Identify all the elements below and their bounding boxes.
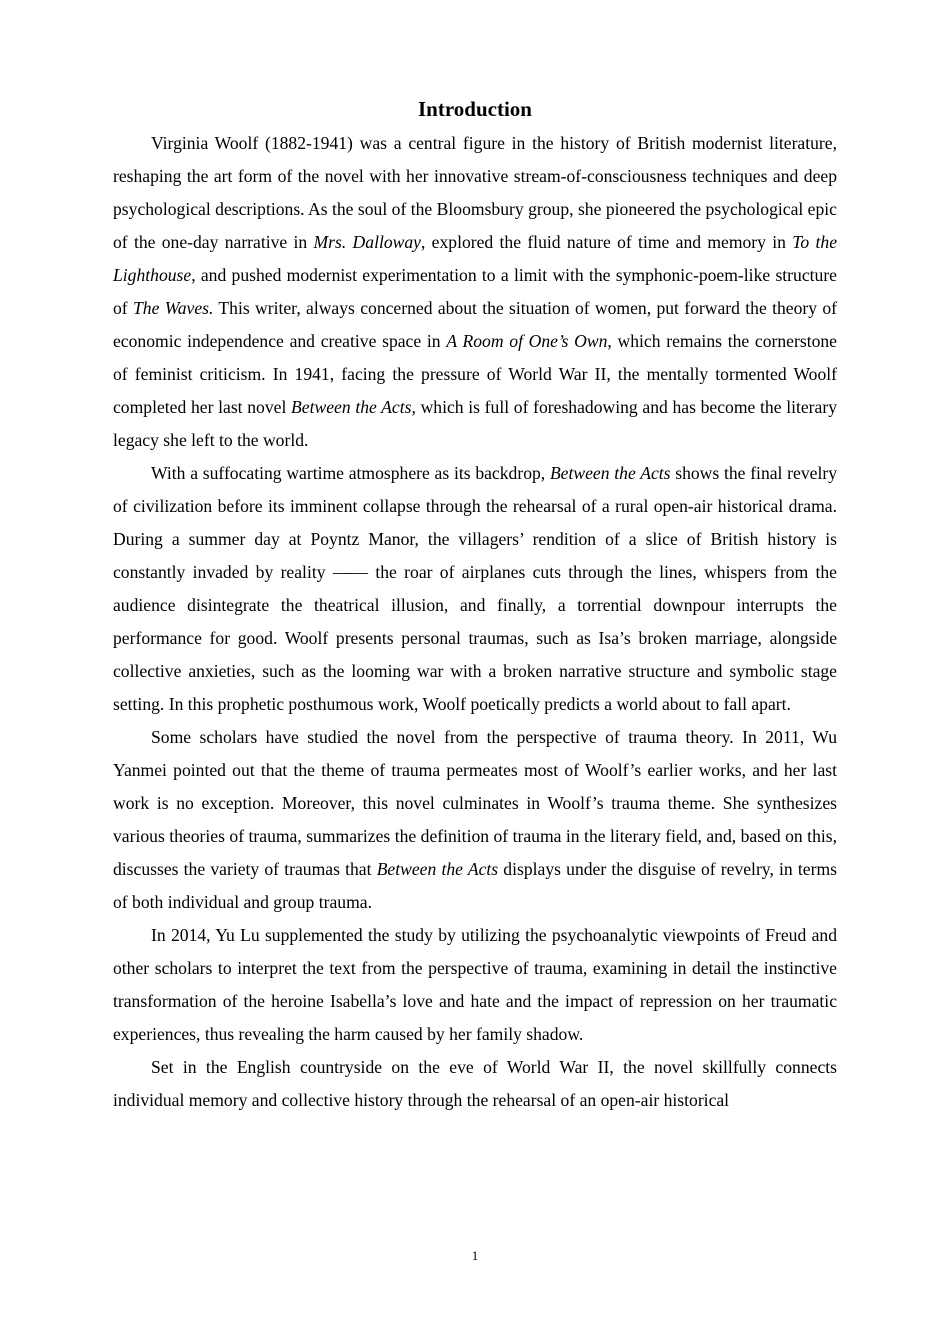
paragraph-text: which is full of foreshadowing and has become the literary legacy she left to the world. bbox=[113, 397, 837, 450]
italic-title-text: Between the Acts bbox=[376, 859, 499, 879]
italic-title-text: The Waves. bbox=[132, 298, 214, 318]
paragraph-text: , explored the fluid nature of time and memory in bbox=[420, 232, 793, 252]
body-text bbox=[113, 127, 837, 1117]
paragraph-text: Some scholars have studied the novel from the perspective of trauma theory. In 2011, Wu Yanmei pointed out that the theme of trauma permeates most of Woolf’s earlier works, and her last work is no exception. Moreover, this novel culminates in Woolf’s trauma theme. She synthesizes various theories of trauma, summarizes the definition of trauma in the literary field, and, based on this, discusses the variety of traumas that bbox=[113, 727, 837, 879]
italic-title-text: A Room of One’s Own bbox=[446, 331, 608, 351]
body-paragraph bbox=[113, 127, 837, 457]
page-title: Introduction bbox=[418, 97, 532, 121]
body-paragraph bbox=[113, 721, 837, 919]
page-number: 1 bbox=[471, 1248, 479, 1263]
body-paragraph bbox=[113, 1051, 837, 1117]
document-page bbox=[113, 95, 837, 1117]
italic-title-text: To the Lighthouse bbox=[113, 232, 838, 285]
italic-title-text: Between the Acts, bbox=[291, 397, 416, 417]
body-paragraph bbox=[113, 457, 837, 721]
paragraph-text: , and pushed modernist experimentation to a limit with the symphonic-poem-like structure of bbox=[113, 265, 837, 318]
italic-title-text: Mrs. Dalloway bbox=[313, 232, 421, 252]
paragraph-text: , which remains the cornerstone of feminist criticism. In 1941, facing the pressure of World War II, the mentally tormented Woolf completed her last novel bbox=[113, 331, 837, 417]
body-paragraph bbox=[113, 919, 837, 1051]
paragraph-text: displays under the disguise of revelry, in terms of both individual and group trauma. bbox=[113, 859, 838, 912]
paragraph-text: In 2014, Yu Lu supplemented the study by utilizing the psychoanalytic viewpoints of Freud and other scholars to interpret the text from the perspective of trauma, examining in detail the instinctive transformation of the heroine Isabella’s love and hate and the impact of repression on her traumatic experiences, thus revealing the harm caused by her family shadow. bbox=[113, 925, 837, 1044]
italic-title-text: Between the Acts bbox=[549, 463, 671, 483]
paragraph-text: shows the final revelry of civilization before its imminent collapse through the rehearsal of a rural open-air historical drama. During a summer day at Poyntz Manor, the villagers’ rendition of a slice of British history is constantly invaded by reality —— the roar of airplanes cuts through the lines, whispers from the audience disintegrate the theatrical illusion, and finally, a torrential downpour interrupts the performance for good. Woolf presents personal traumas, such as Isa’s broken marriage, alongside collective anxieties, such as the looming war with a broken narrative structure and symbolic stage setting. In this prophetic posthumous work, Woolf poetically predicts a world about to fall apart. bbox=[113, 463, 837, 714]
paragraph-text: With a suffocating wartime atmosphere as its backdrop, bbox=[151, 463, 550, 483]
paragraph-text: This writer, always concerned about the situation of women, put forward the theory of economic independence and creative space in bbox=[113, 298, 837, 351]
paragraph-text: Virginia Woolf (1882-1941) was a central figure in the history of British modernist literature, reshaping the art form of the novel with her innovative stream-of-consciousness techniques and deep psychological descriptions. As the soul of the Bloomsbury group, she pioneered the psychological epic of the one-day narrative in bbox=[113, 133, 837, 252]
paragraph-text: Set in the English countryside on the eve of World War II, the novel skillfully connects individual memory and collective history through the rehearsal of an open-air historical bbox=[113, 1057, 837, 1110]
